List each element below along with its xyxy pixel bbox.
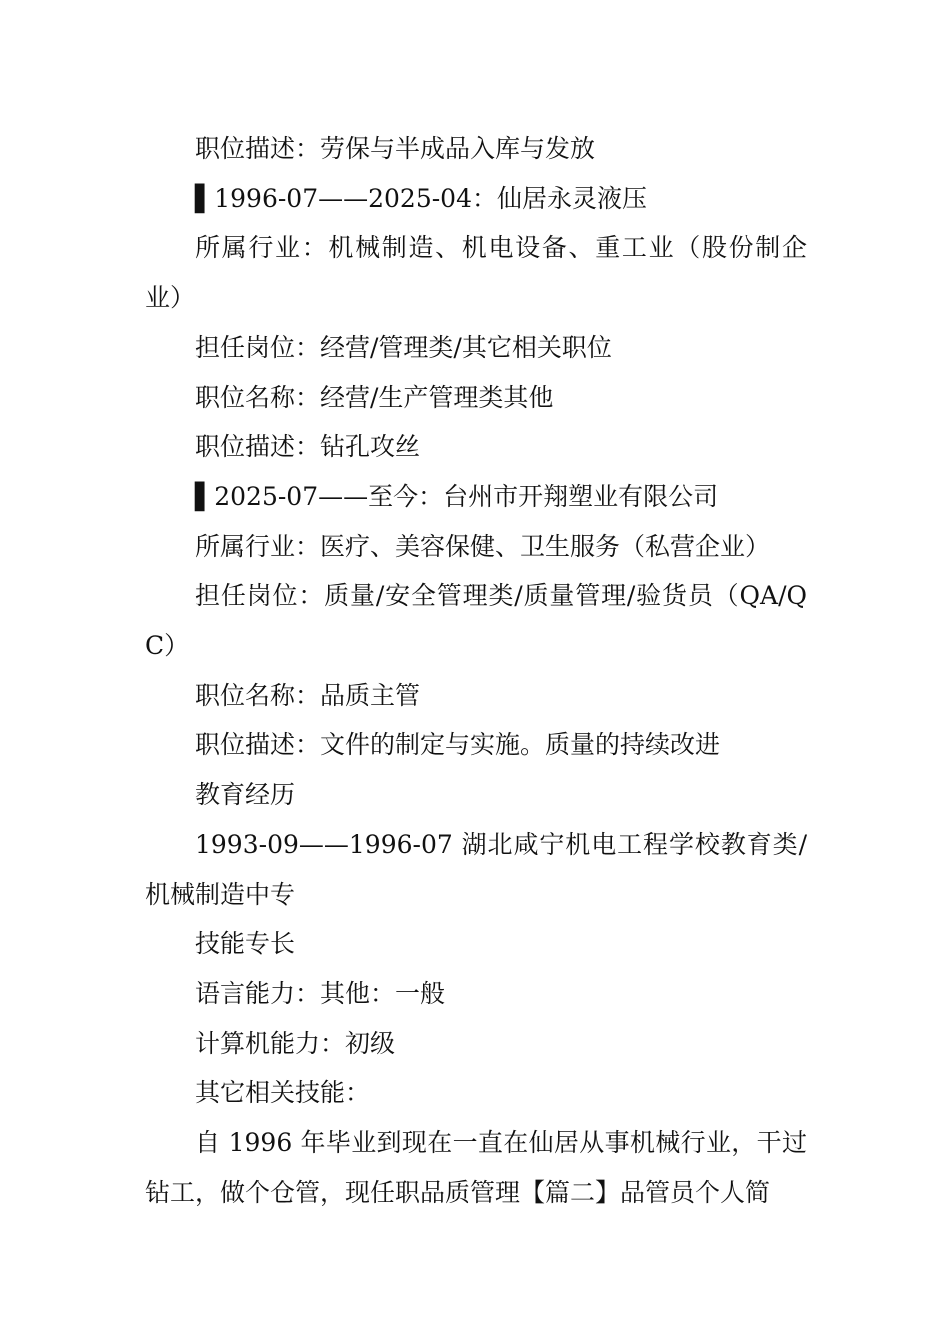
paragraph-other-skills-label: 其它相关技能：	[195, 1078, 371, 1108]
paragraph-job-description-2: 职位描述：钻孔攻丝	[195, 432, 421, 462]
paragraph-position-2: 担任岗位：质量/安全管理类/质量管理/验货员（QA/QC）	[145, 581, 807, 661]
paragraph-language-skill: 语言能力：其他：一般	[195, 978, 446, 1008]
paragraph-job-description-3: 职位描述：文件的制定与实施。质量的持续改进	[195, 730, 721, 760]
section-heading-skills: 技能专长	[195, 929, 296, 959]
paragraph-job-title-2: 职位名称：品质主管	[195, 680, 421, 710]
paragraph-other-skills-text: 自 1996 年毕业到现在一直在仙居从事机械行业，干过钻工，做个仓管，现任职品质管理【篇二】品管员个人简	[145, 1128, 807, 1207]
section-heading-education: 教育经历	[195, 780, 296, 810]
paragraph-industry-1: 所属行业：机械制造、机电设备、重工业（股份制企业）	[145, 233, 807, 313]
resume-text	[145, 124, 807, 1217]
paragraph-education-entry: 1993-09——1996-07 湖北咸宁机电工程学校教育类/机械制造中专	[145, 829, 807, 909]
paragraph-industry-2: 所属行业：医疗、美容保健、卫生服务（私营企业）	[195, 531, 771, 561]
paragraph-work-period-2: ▌2025-07——至今：台州市开翔塑业有限公司	[195, 481, 719, 511]
paragraph-work-period-1: ▌1996-07——2025-04：仙居永灵液压	[195, 183, 647, 213]
paragraph-job-title-1: 职位名称：经营/生产管理类其他	[195, 382, 554, 412]
paragraph-job-description-1: 职位描述：劳保与半成品入库与发放	[195, 134, 596, 163]
paragraph-computer-skill: 计算机能力：初级	[195, 1028, 396, 1058]
paragraph-position-1: 担任岗位：经营/管理类/其它相关职位	[195, 332, 612, 362]
